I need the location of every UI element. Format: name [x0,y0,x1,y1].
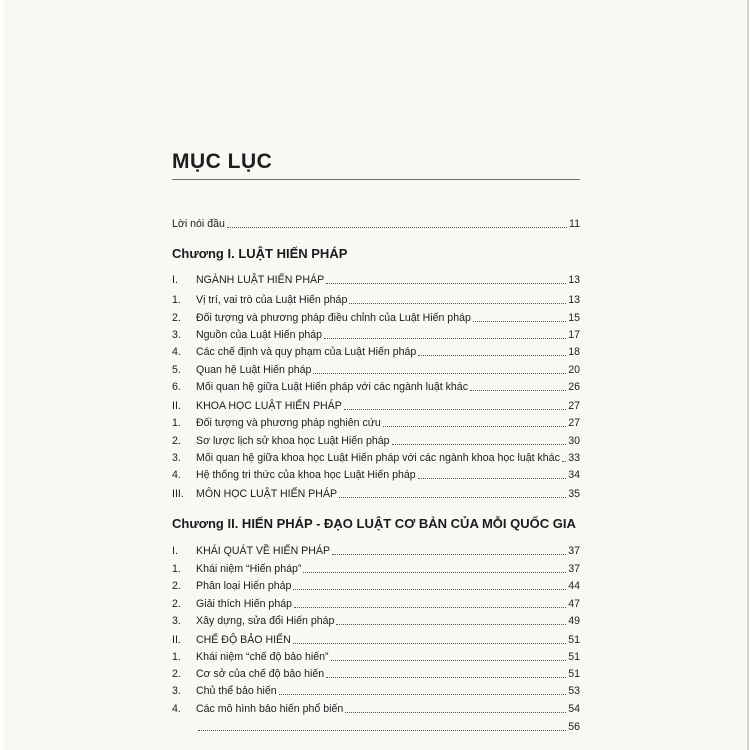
toc-entry-number: 3. [172,452,181,464]
leader-dots [294,607,566,608]
toc-entry-page: 54 [568,703,580,715]
toc-entry-label: Đối tượng và phương pháp điều chỉnh của Luật Hiến pháp [196,312,471,324]
leader-dots [293,643,566,644]
leader-dots [293,589,566,590]
toc-entry [172,630,580,647]
toc-entry-page: 15 [568,312,580,324]
toc-entry-page: 17 [568,329,580,341]
toc-entry-number: 2. [172,312,181,324]
toc-entry [172,664,580,681]
page-edge [747,0,749,750]
toc-entry-label: CHẾ ĐỘ BẢO HIẾN [196,634,291,646]
toc-entry-number: 4. [172,469,181,481]
toc-entry [172,681,580,698]
toc-entry [172,541,580,558]
toc-entry-label: Mối quan hệ giữa Luật Hiến pháp với các ngành luật khác [196,381,468,393]
leader-dots [345,712,566,713]
toc-entry-number: 1. [172,294,181,306]
leader-dots [344,409,566,410]
toc-entry-page: 33 [568,452,580,464]
toc-entry [172,699,580,716]
toc-entry [172,308,580,325]
leader-dots [313,373,566,374]
toc-entry-number: 3. [172,685,181,697]
toc-entry-label: Các mô hình bảo hiến phổ biến [196,703,344,715]
leader-dots [349,303,566,304]
toc-entry-page: 49 [568,615,580,627]
toc-entry-label: Xây dựng, sửa đổi Hiến pháp [196,615,335,627]
toc-entry [172,360,580,377]
toc-entry-page: 13 [568,274,580,286]
toc-entry-number: II. [172,400,181,412]
toc-entry-page: 37 [568,563,580,575]
toc-entry-page: 34 [568,469,580,481]
leader-dots [470,390,566,391]
toc-entry [172,290,580,307]
leader-dots [418,478,567,479]
toc-entry-label: Khái niệm “Hiến pháp” [196,563,302,575]
toc-entry-page: 44 [568,580,580,592]
toc-entry [172,559,580,576]
toc-entry-page: 35 [568,488,580,500]
toc-entry [172,431,580,448]
leader-dots [339,497,566,498]
leader-dots [418,355,566,356]
toc-entry-number: 4. [172,703,181,715]
toc-entry [172,448,580,465]
toc-entry-number: I. [172,274,178,286]
leader-dots [279,694,567,695]
toc-entry-label: Mối quan hệ giữa khoa học Luật Hiến pháp với các ngành khoa học luật khác [196,452,560,464]
toc-entry-label: Phân loại Hiến pháp [196,580,292,592]
leader-dots [326,677,566,678]
toc-entry-number: 1. [172,563,181,575]
leader-dots [332,554,566,555]
toc-entry-number: 2. [172,668,181,680]
toc-entry-page: 13 [568,294,580,306]
toc-entry-page: 51 [568,668,580,680]
chapter-heading: Chương I. LUẬT HIẾN PHÁP [172,246,348,261]
page-title: MỤC LỤC [172,150,273,173]
toc-entry [172,576,580,593]
toc-entry-page: 56 [568,721,580,733]
toc-entry-number: 2. [172,435,181,447]
toc-entry-page: 30 [568,435,580,447]
toc-entry-page: 26 [568,381,580,393]
toc-entry-label: Lời nói đầu [172,218,225,230]
toc-entry-label: KHÁI QUÁT VỀ HIẾN PHÁP [196,545,331,557]
toc-entry-label: Khái niệm “chế độ bảo hiến” [196,651,329,663]
toc-entry-number: I. [172,545,178,557]
toc-entry-page: 53 [568,685,580,697]
toc-entry-label: Cơ sở của chế độ bảo hiến [196,668,325,680]
toc-entry-number: 2. [172,580,181,592]
toc-entry-page: 51 [568,634,580,646]
toc-entry [172,270,580,287]
toc-entry-number: III. [172,488,184,500]
toc-entry-label: Giải thích Hiến pháp [196,598,292,610]
toc-entry-number: 1. [172,417,181,429]
toc-entry-label: Vị trí, vai trò của Luật Hiến pháp [196,294,348,306]
toc-entry-label: Quan hệ Luật Hiến pháp [196,364,312,376]
toc-entry-page: 18 [568,346,580,358]
toc-entry [172,465,580,482]
toc-entry [172,611,580,628]
toc-entry-number: 3. [172,329,181,341]
toc-entry-page: 37 [568,545,580,557]
leader-dots [562,461,566,462]
toc-entry [172,717,580,734]
toc-entry [172,484,580,501]
title-divider [172,179,580,180]
toc-entry-page: 27 [568,400,580,412]
toc-entry-page: 27 [568,417,580,429]
leader-dots [383,426,566,427]
toc-entry-label: Nguồn của Luật Hiến pháp [196,329,323,341]
toc-entry [172,396,580,413]
toc-entry-number: II. [172,634,181,646]
toc-entry-page: 47 [568,598,580,610]
leader-dots [331,660,567,661]
toc-entry-page: 51 [568,651,580,663]
leader-dots [392,444,567,445]
toc-entry-number: 4. [172,346,181,358]
toc-entry-page: 11 [569,218,580,230]
toc-entry-page: 20 [568,364,580,376]
toc-entry [172,413,580,430]
leader-dots [473,321,566,322]
leader-dots [336,624,566,625]
chapter-heading: Chương II. HIẾN PHÁP - ĐẠO LUẬT CƠ BẢN CỦA MỖI QUỐC GIA [172,516,576,531]
toc-entry-preface [172,214,580,231]
toc-entry [172,594,580,611]
toc-entry-label: Hệ thống tri thức của khoa học Luật Hiến pháp [196,469,416,481]
leader-dots [198,730,566,731]
toc-entry-label: MÔN HỌC LUẬT HIẾN PHÁP [196,488,338,500]
toc-entry [172,377,580,394]
toc-entry-number: 2. [172,598,181,610]
toc-entry [172,647,580,664]
toc-entry-number: 6. [172,381,181,393]
toc-entry-label: Các chế định và quy phạm của Luật Hiến pháp [196,346,417,358]
toc-entry-number: 5. [172,364,181,376]
toc-entry-number: 3. [172,615,181,627]
toc-entry-label: KHOA HỌC LUẬT HIẾN PHÁP [196,400,342,412]
toc-entry [172,325,580,342]
leader-dots [326,283,566,284]
toc-entry-number: 1. [172,651,181,663]
leader-dots [324,338,566,339]
toc-entry-label: Sơ lược lịch sử khoa học Luật Hiến pháp [196,435,390,447]
leader-dots [303,572,566,573]
toc-entry-label: NGÀNH LUẬT HIẾN PHÁP [196,274,325,286]
toc-entry [172,342,580,359]
leader-dots [227,227,567,228]
toc-entry-label: Đối tượng và phương pháp nghiên cứu [196,417,381,429]
toc-entry-label: Chủ thể bảo hiến [196,685,277,697]
